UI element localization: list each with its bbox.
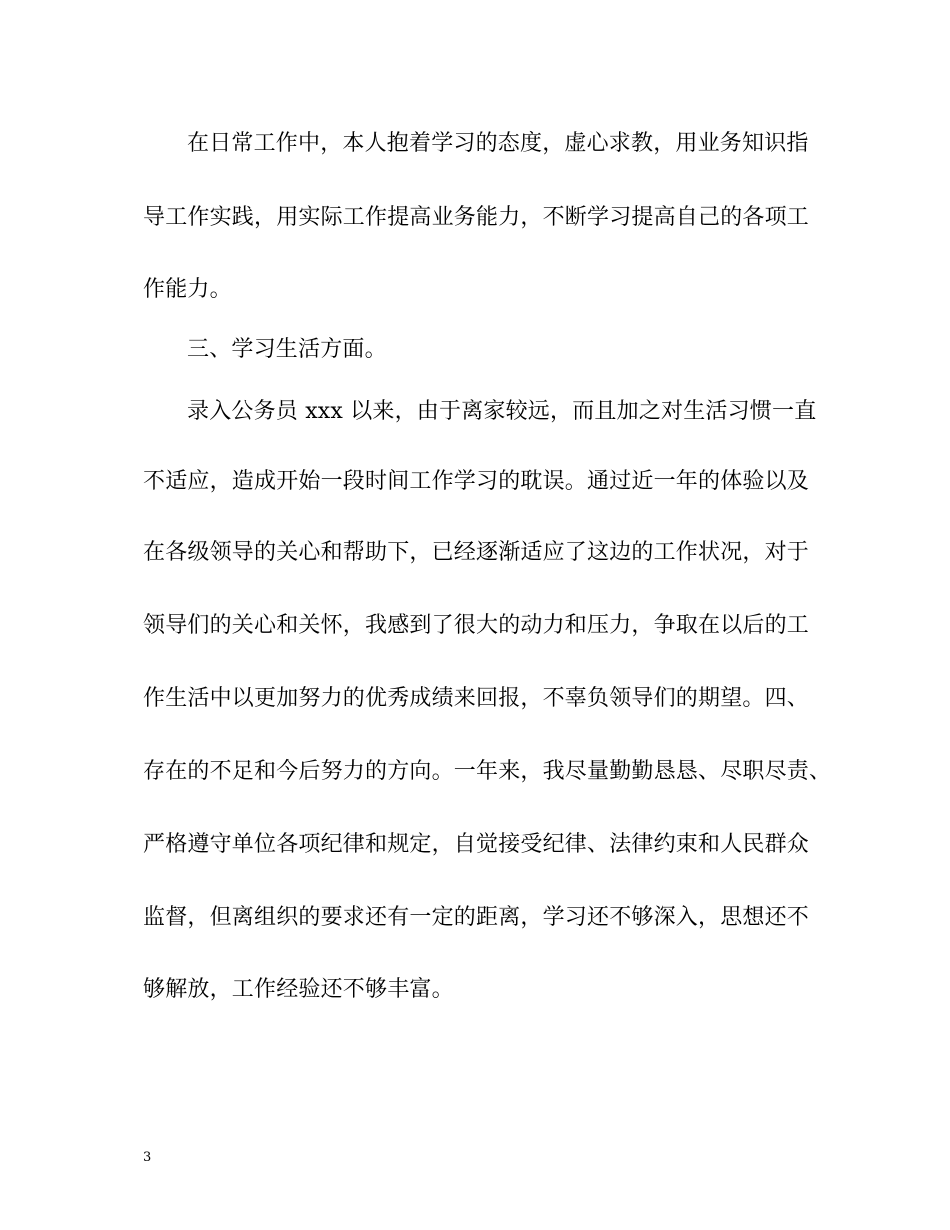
- paragraph-line: 监督，但离组织的要求还有一定的距离，学习还不够深入，思想还不: [143, 905, 810, 930]
- section-heading: 三、学习生活方面。: [187, 337, 387, 362]
- paragraph-line: 录入公务员 xxx 以来，由于离家较远，而且加之对生活习惯一直: [187, 399, 817, 424]
- paragraph-line: 作能力。: [143, 277, 232, 302]
- paragraph-line: 作生活中以更加努力的优秀成绩来回报，不辜负领导们的期望。四、: [143, 686, 810, 711]
- paragraph-line: 导工作实践，用实际工作提高业务能力，不断学习提高自己的各项工: [143, 205, 810, 230]
- paragraph-line: 在各级领导的关心和帮助下，已经逐渐适应了这边的工作状况，对于: [143, 540, 810, 565]
- paragraph-line: 在日常工作中，本人抱着学习的态度，虚心求教，用业务知识指: [187, 131, 809, 156]
- paragraph-line: 存在的不足和今后努力的方向。一年来，我尽量勤勤恳恳、尽职尽责、: [143, 759, 832, 784]
- paragraph-line: 不适应，造成开始一段时间工作学习的耽误。通过近一年的体验以及: [143, 469, 810, 494]
- paragraph-line: 领导们的关心和关怀，我感到了很大的动力和压力，争取在以后的工: [143, 613, 810, 638]
- paragraph-line: 够解放，工作经验还不够丰富。: [143, 977, 454, 1002]
- paragraph-line: 严格遵守单位各项纪律和规定，自觉接受纪律、法律约束和人民群众: [143, 832, 810, 857]
- page-number: 3: [143, 1150, 152, 1165]
